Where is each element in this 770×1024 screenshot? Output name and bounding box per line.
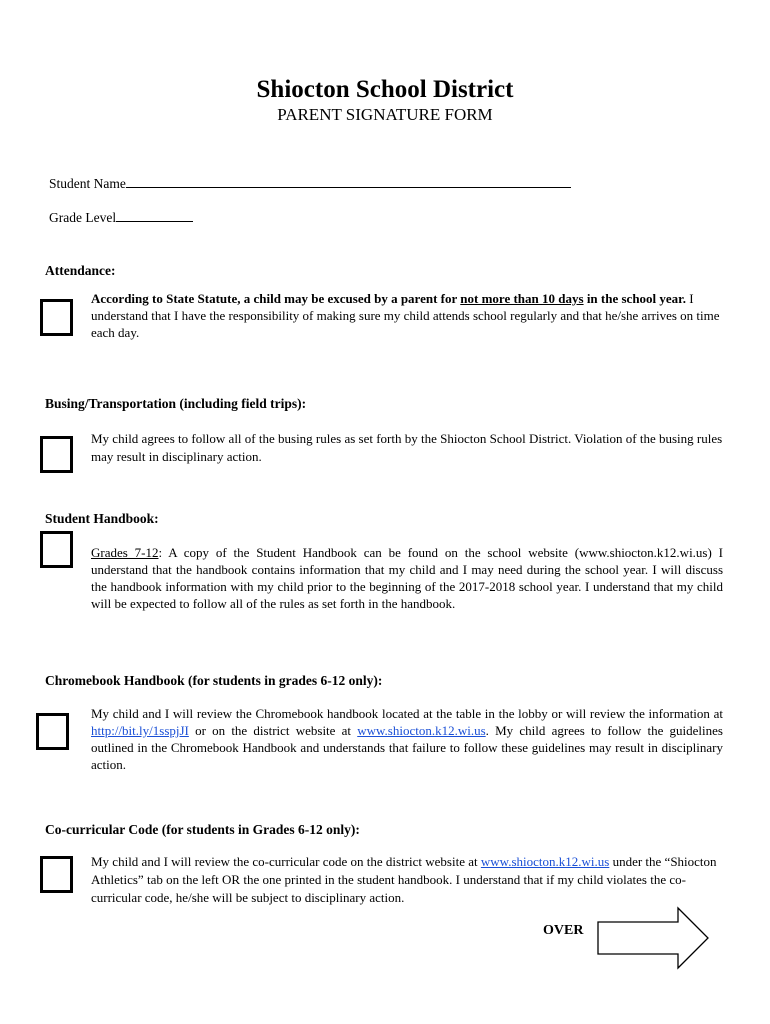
handbook-heading: Student Handbook: (45, 511, 159, 526)
cocurricular-text (91, 853, 723, 907)
busing-heading: Busing/Transportation (including field trips): (45, 396, 307, 411)
document-subtitle: PARENT SIGNATURE FORM (277, 105, 493, 124)
cocurricular-district-link[interactable]: www.shiocton.k12.wi.us (480, 854, 610, 869)
chromebook-text (91, 705, 723, 773)
cocurricular-checkbox[interactable] (40, 856, 73, 893)
chromebook-district-link[interactable]: www.shiocton.k12.wi.us (357, 723, 486, 738)
student-name-line[interactable] (126, 175, 571, 188)
grade-level-field[interactable] (49, 209, 193, 226)
attendance-bold-tail: in the school year. (583, 291, 687, 306)
attendance-text (91, 290, 723, 341)
handbook-body: : A copy of the Student Handbook can be found on the school website (www.shiocton.k12.wi.us) I understand that the handbook contains information that my child and I may need during the school year. I will discuss the handbook information with my child prior to the beginning of the 2017-2018 school year. I understand that my child will be expected to follow all of the rules as set forth in the handbook. (91, 545, 723, 611)
attendance-bold-lead: According to State Statute, a child may be excused by a parent for (91, 291, 461, 306)
attendance-bold-underlined: not more than 10 days (460, 291, 584, 306)
chromebook-checkbox[interactable] (36, 713, 69, 750)
chromebook-bitly-link[interactable]: http://bit.ly/1sspjJI (91, 723, 189, 738)
handbook-grades-label: Grades 7-12 (91, 545, 159, 560)
over-label: OVER (543, 923, 584, 938)
handbook-checkbox[interactable] (40, 531, 73, 568)
attendance-checkbox[interactable] (40, 299, 73, 336)
cocurricular-heading: Co-curricular Code (for students in Grades 6-12 only): (45, 822, 360, 837)
right-arrow-icon (596, 906, 712, 970)
busing-checkbox[interactable] (40, 436, 73, 473)
attendance-body: I understand that I have the responsibility of making sure my child attends school regularly and that he/she arrives on time each day. (91, 291, 720, 340)
cocurricular-text-1: My child and I will review the co-curricular code on the district website at (91, 854, 481, 869)
student-name-field[interactable] (49, 175, 571, 192)
student-name-label: Student Name (49, 176, 126, 191)
cocurricular-text-2: under the “Shiocton Athletics” tab on the left OR the one printed in the student handbook. I understand that if my child violates the co-curricular code, he/she will be subject to disciplinary action. (91, 854, 717, 905)
grade-level-line[interactable] (116, 209, 193, 222)
handbook-text (91, 544, 723, 612)
chromebook-text-1: My child and I will review the Chromebook handbook located at the table in the lobby or will review the information at (91, 706, 723, 721)
busing-text: My child agrees to follow all of the busing rules as set forth by the Shiocton School District. Violation of the busing rules may result in disciplinary action. (91, 431, 723, 464)
attendance-heading: Attendance: (45, 263, 116, 278)
chromebook-text-2: or on the district website at (188, 723, 358, 738)
document-title: Shiocton School District (256, 76, 514, 103)
grade-level-label: Grade Level (49, 210, 117, 225)
chromebook-heading: Chromebook Handbook (for students in grades 6-12 only): (45, 673, 383, 688)
chromebook-text-3: . My child agrees to follow the guidelines outlined in the Chromebook Handbook and understands that failure to follow these guidelines may result in disciplinary action. (91, 723, 723, 772)
